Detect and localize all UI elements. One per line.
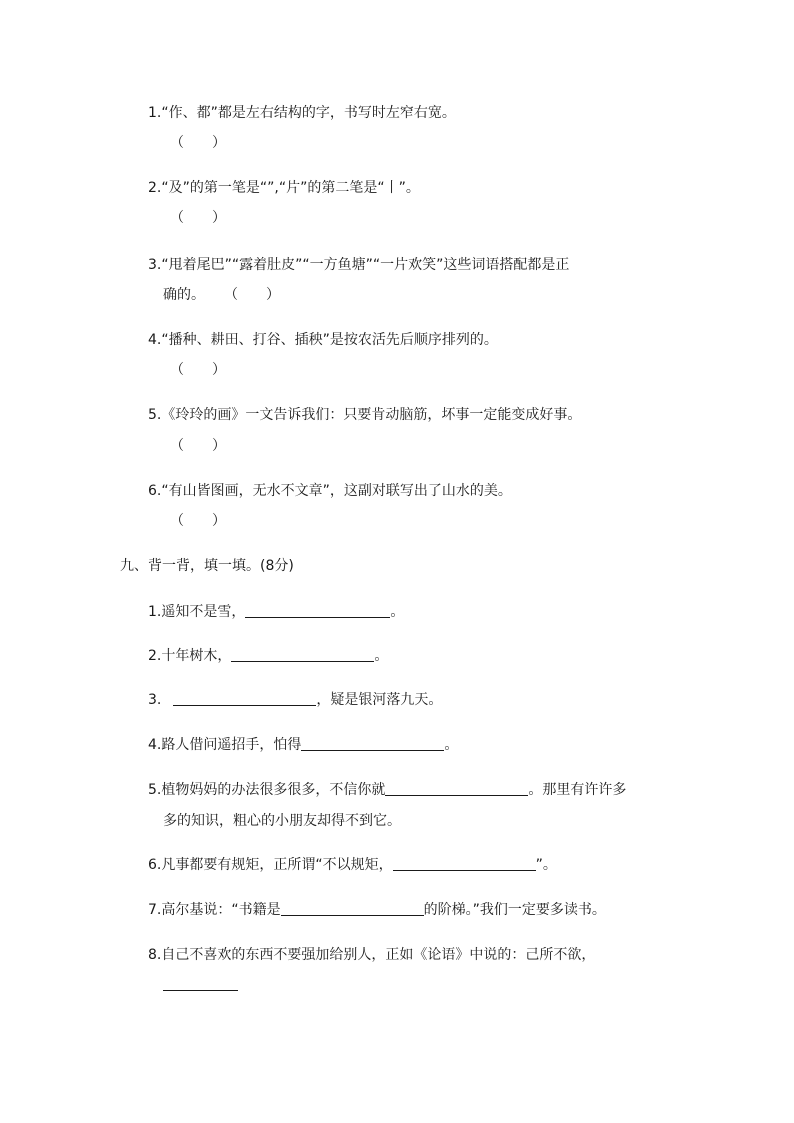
judgment-item-3 [148,255,569,275]
item-text-after: ，疑是银河落九天。 [316,692,443,708]
answer-parentheses[interactable]: （ ） [170,210,226,226]
item-text-before: 高尔基说：“书籍是 [161,902,281,918]
judgment-item-2 [148,178,420,198]
answer-blank[interactable] [231,647,374,662]
answer-blank[interactable] [245,603,390,618]
item-number: 5. [148,782,162,798]
item-number: 3. [148,692,162,708]
item-number: 4. [148,737,162,753]
item-number: 2. [148,180,162,196]
item-number: 1. [148,604,162,620]
item-number: 6. [148,857,162,873]
fill-item-1 [148,602,404,622]
item-text-after: 。 [374,648,389,664]
item-text: “作、都”都是左右结构的字，书写时左窄右宽。 [161,105,456,121]
section-title: 九、背一背，填一填。(8分) [120,558,294,574]
item-text: “播种、耕田、打谷、插秧”是按农活先后顺序排列的。 [161,332,498,348]
item-number: 5. [148,407,162,423]
fill-item-4 [148,735,458,755]
item-text-after: 的阶梯。”我们一定要多读书。 [423,902,606,918]
item-number: 4. [148,332,162,348]
fill-item-5 [148,780,626,800]
fill-item-5-line2 [163,811,401,831]
item-text: “有山皆图画，无水不文章”，这副对联写出了山水的美。 [161,483,512,499]
fill-item-2 [148,646,388,666]
item-text-after: 。那里有许许多 [528,782,627,798]
answer-parentheses[interactable]: （ ） [224,287,280,303]
item-text-after: 。 [390,604,405,620]
answer-blank[interactable] [173,691,316,706]
fill-item-6 [148,855,557,875]
judgment-item-1 [148,103,456,123]
item-text: 确的。 [163,287,205,303]
answer-blank[interactable] [281,901,424,916]
answer-parentheses[interactable]: （ ） [170,362,226,378]
item-text-after: ”。 [535,857,557,873]
item-text-after: 。 [444,737,459,753]
item-number: 1. [148,105,162,121]
judgment-item-5 [148,405,581,425]
fill-item-7 [148,900,606,920]
item-text-before: 植物妈妈的办法很多很多，不信你就 [161,782,386,798]
item-number: 2. [148,648,162,664]
answer-parentheses[interactable]: （ ） [170,438,226,454]
item-text-before: 遥知不是雪， [161,604,246,620]
fill-item-8-line2 [163,975,238,995]
item-number: 7. [148,902,162,918]
item-text: “甩着尾巴”“露着肚皮”“一方鱼塘”“一片欢笑”这些词语搭配都是正 [161,257,570,273]
answer-blank[interactable] [301,736,444,751]
judgment-item-3-line2 [163,285,205,305]
answer-blank[interactable] [163,976,238,991]
item-number: 6. [148,483,162,499]
item-text: 《玲玲的画》一文告诉我们：只要肯动脑筋，坏事一定能变成好事。 [161,407,582,423]
item-text-before: 路人借问遥招手，怕得 [161,737,302,753]
answer-blank[interactable] [393,856,536,871]
item-number: 8. [148,947,162,963]
judgment-item-6 [148,481,512,501]
answer-parentheses[interactable]: （ ） [170,513,226,529]
answer-parentheses[interactable]: （ ） [170,135,226,151]
item-text: “及”的第一笔是“”,“片”的第二笔是“丨”。 [161,180,420,196]
judgment-item-4 [148,330,498,350]
answer-blank[interactable] [385,781,528,796]
fill-item-8 [148,945,595,965]
item-text-before: 十年树木， [161,648,232,664]
item-text-before: 凡事都要有规矩，正所谓“不以规矩， [161,857,393,873]
fill-item-3 [148,690,442,710]
item-number: 3. [148,257,162,273]
item-text-before: 自己不喜欢的东西不要强加给别人，正如《论语》中说的：己所不欲， [161,947,596,963]
item-text: 多的知识，粗心的小朋友却得不到它。 [163,813,401,829]
